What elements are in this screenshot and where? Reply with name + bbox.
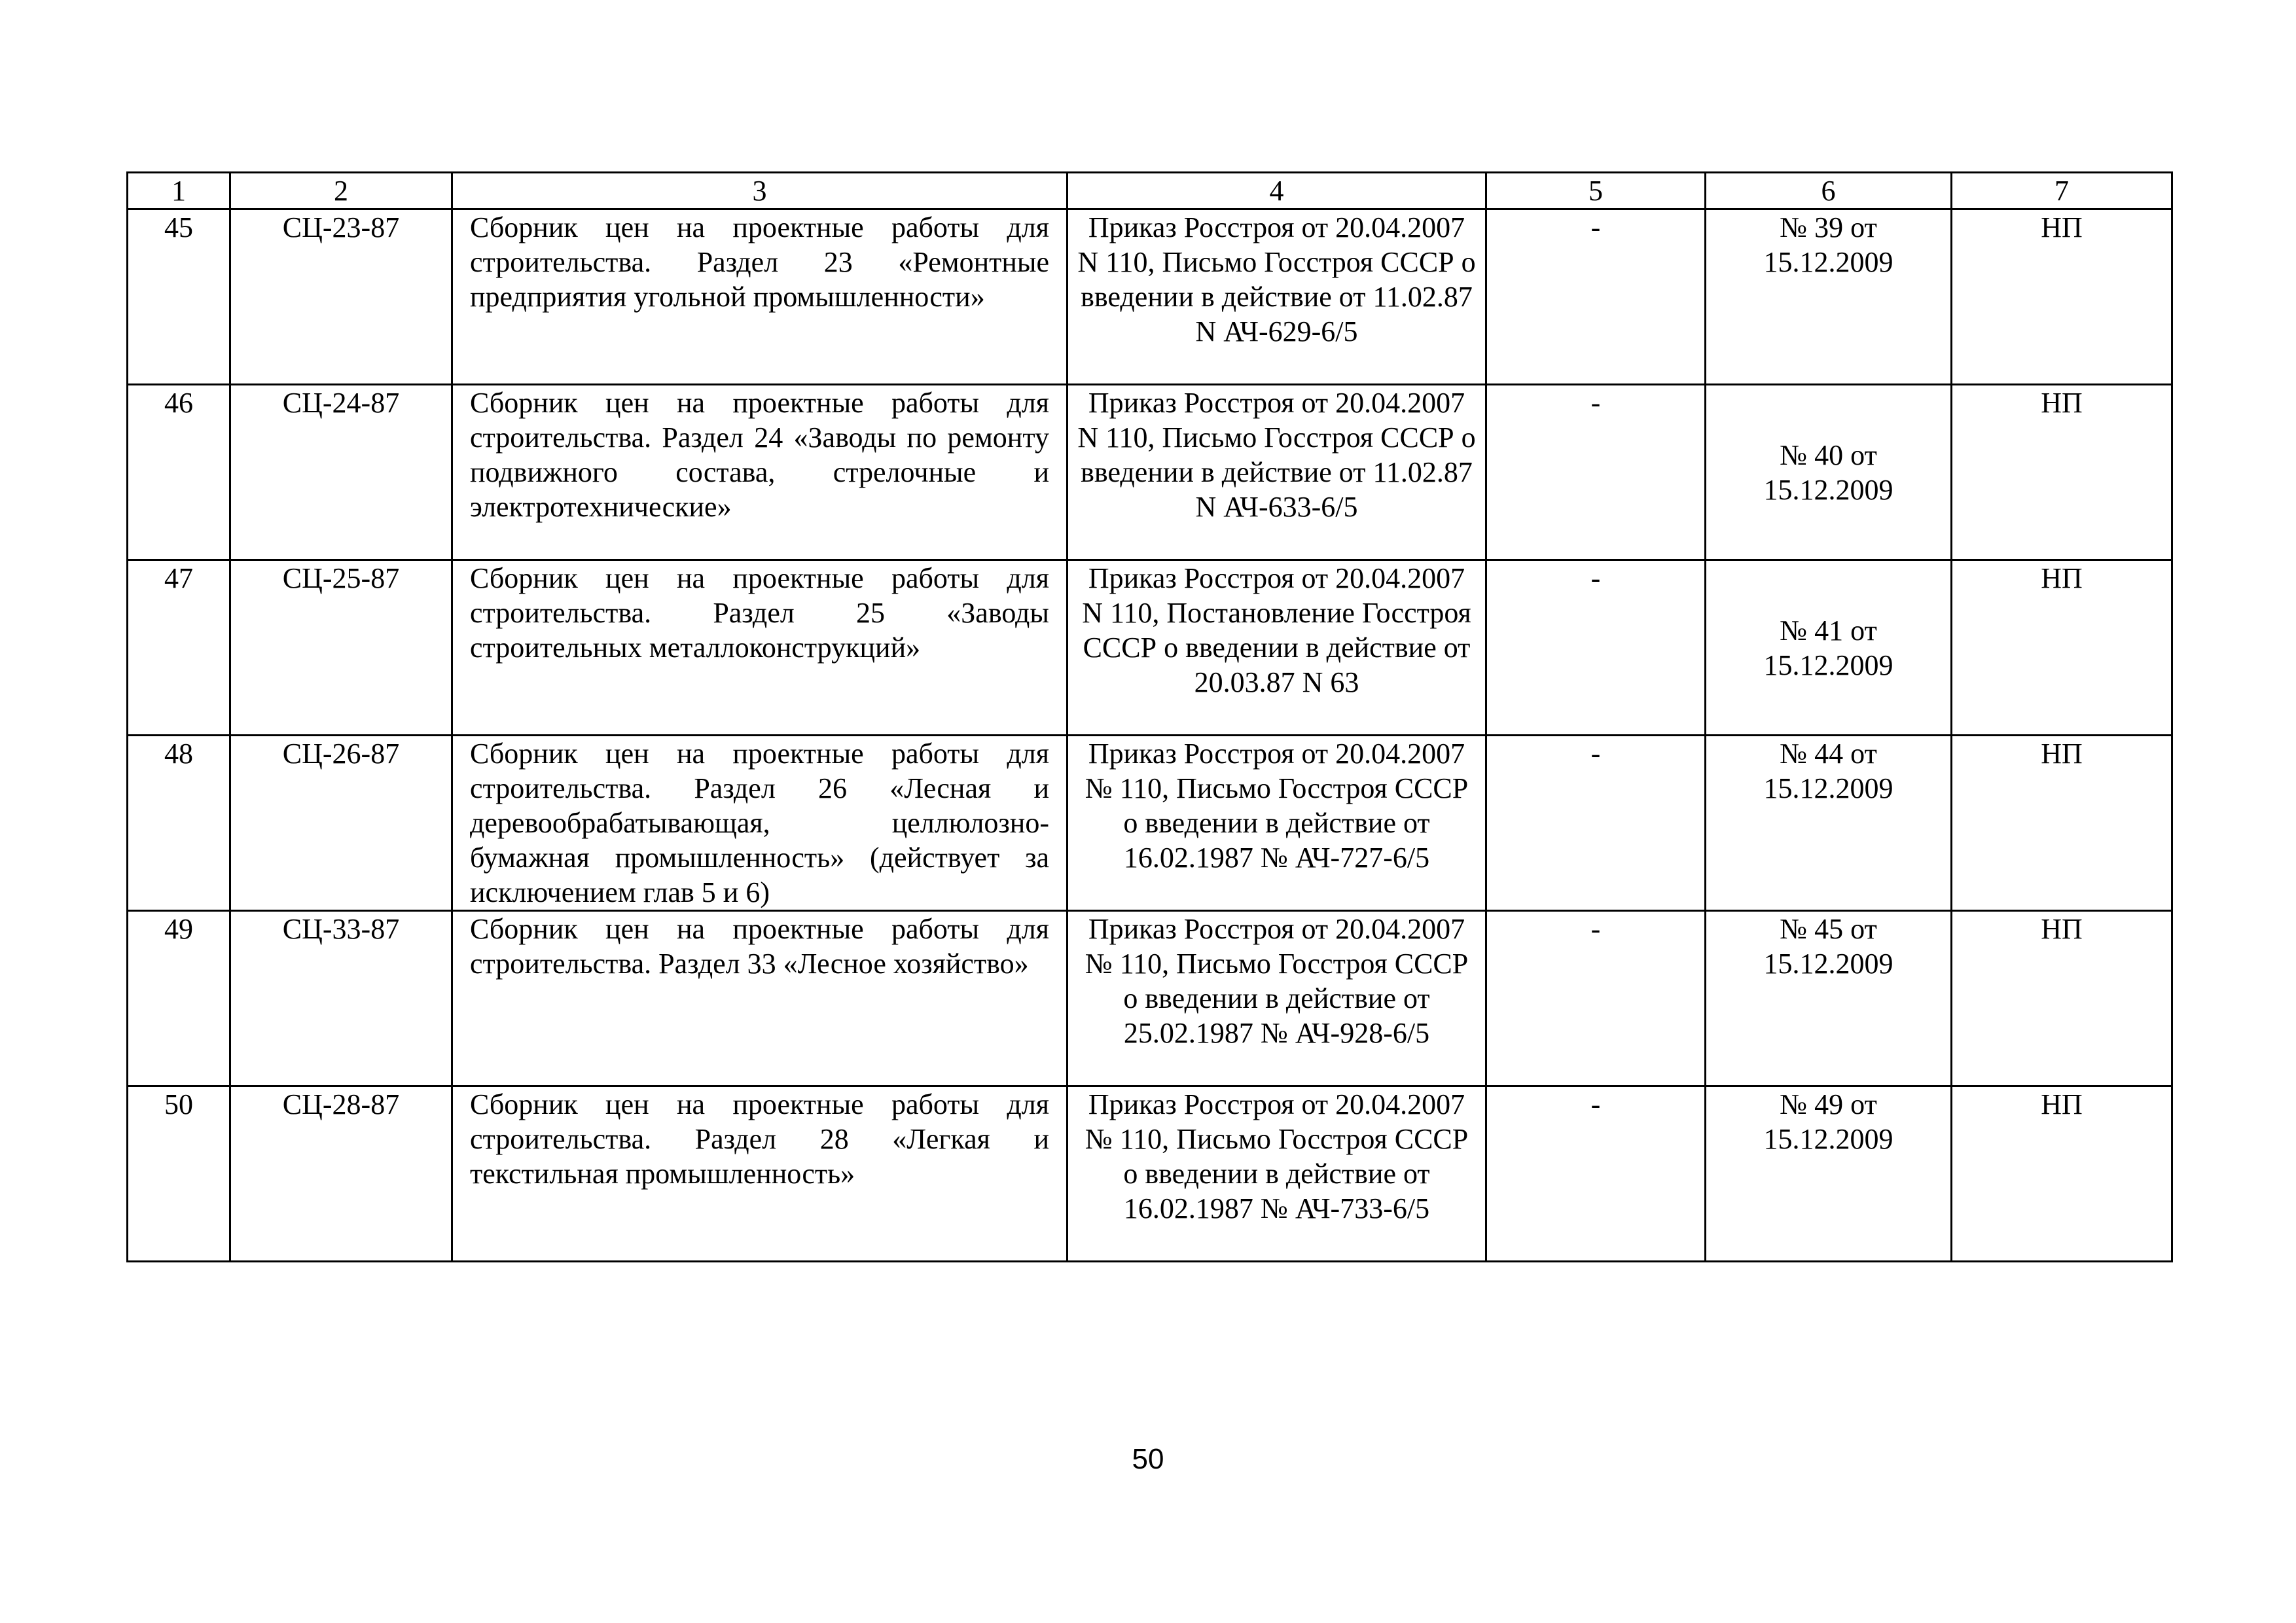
status-cell: НП [1952,736,2172,911]
status-cell: НП [1952,911,2172,1086]
header-cell-2: 2 [230,173,452,209]
price-book-code: СЦ-23-87 [230,209,452,385]
status-cell: НП [1952,560,2172,736]
price-book-code: СЦ-25-87 [230,560,452,736]
table-row [128,736,2172,911]
price-book-title: Сборник цен на проектные работы для строительства. Раздел 26 «Лесная и деревообрабатывающая, целлюлозно-бумажная промышленность» (действует за исключением глав 5 и 6) [452,736,1067,911]
registration-number: № 44 от 15.12.2009 [1706,736,1952,911]
register-table [126,171,2173,1262]
registration-number: № 40 от 15.12.2009 [1706,385,1952,560]
price-book-title: Сборник цен на проектные работы для строительства. Раздел 23 «Ремонтные предприятия угольной промышленности» [452,209,1067,385]
row-number: 46 [128,385,230,560]
column-5-value: - [1486,385,1706,560]
price-book-code: СЦ-26-87 [230,736,452,911]
row-number: 48 [128,736,230,911]
registration-number: № 41 от 15.12.2009 [1706,560,1952,736]
price-book-code: СЦ-24-87 [230,385,452,560]
price-book-title: Сборник цен на проектные работы для строительства. Раздел 24 «Заводы по ремонту подвижного состава, стрелочные и электротехнические» [452,385,1067,560]
approval-document: Приказ Росстроя от 20.04.2007 № 110, Письмо Госстроя СССР о введении в действие от 25.02.1987 № АЧ-928-6/5 [1067,911,1486,1086]
page-number: 50 [1132,1443,1164,1475]
header-cell-5: 5 [1486,173,1706,209]
header-cell-4: 4 [1067,173,1486,209]
registration-number: № 39 от 15.12.2009 [1706,209,1952,385]
row-number: 50 [128,1086,230,1262]
header-cell-3: 3 [452,173,1067,209]
status-cell: НП [1952,385,2172,560]
column-5-value: - [1486,736,1706,911]
table-row [128,911,2172,1086]
column-5-value: - [1486,560,1706,736]
table-row [128,385,2172,560]
approval-document: Приказ Росстроя от 20.04.2007 № 110, Письмо Госстроя СССР о введении в действие от 16.02.1987 № АЧ-733-6/5 [1067,1086,1486,1262]
price-book-title: Сборник цен на проектные работы для строительства. Раздел 25 «Заводы строительных металлоконструкций» [452,560,1067,736]
table-row [128,560,2172,736]
table-row [128,209,2172,385]
approval-document: Приказ Росстроя от 20.04.2007 № 110, Письмо Госстроя СССР о введении в действие от 16.02.1987 № АЧ-727-6/5 [1067,736,1486,911]
price-book-title: Сборник цен на проектные работы для строительства. Раздел 28 «Легкая и текстильная промышленность» [452,1086,1067,1262]
row-number: 47 [128,560,230,736]
price-book-code: СЦ-33-87 [230,911,452,1086]
column-5-value: - [1486,1086,1706,1262]
header-cell-6: 6 [1706,173,1952,209]
status-cell: НП [1952,209,2172,385]
header-cell-1: 1 [128,173,230,209]
table-row [128,1086,2172,1262]
approval-document: Приказ Росстроя от 20.04.2007 N 110, Постановление Госстроя СССР о введении в действие от 20.03.87 N 63 [1067,560,1486,736]
registration-number: № 45 от 15.12.2009 [1706,911,1952,1086]
registration-number: № 49 от 15.12.2009 [1706,1086,1952,1262]
status-cell: НП [1952,1086,2172,1262]
price-book-code: СЦ-28-87 [230,1086,452,1262]
header-cell-7: 7 [1952,173,2172,209]
row-number: 49 [128,911,230,1086]
column-5-value: - [1486,911,1706,1086]
column-5-value: - [1486,209,1706,385]
approval-document: Приказ Росстроя от 20.04.2007 N 110, Письмо Госстроя СССР о введении в действие от 11.02.87 N АЧ-633-6/5 [1067,385,1486,560]
price-book-title: Сборник цен на проектные работы для строительства. Раздел 33 «Лесное хозяйство» [452,911,1067,1086]
row-number: 45 [128,209,230,385]
header-row [128,173,2172,209]
approval-document: Приказ Росстроя от 20.04.2007 N 110, Письмо Госстроя СССР о введении в действие от 11.02.87 N АЧ-629-6/5 [1067,209,1486,385]
